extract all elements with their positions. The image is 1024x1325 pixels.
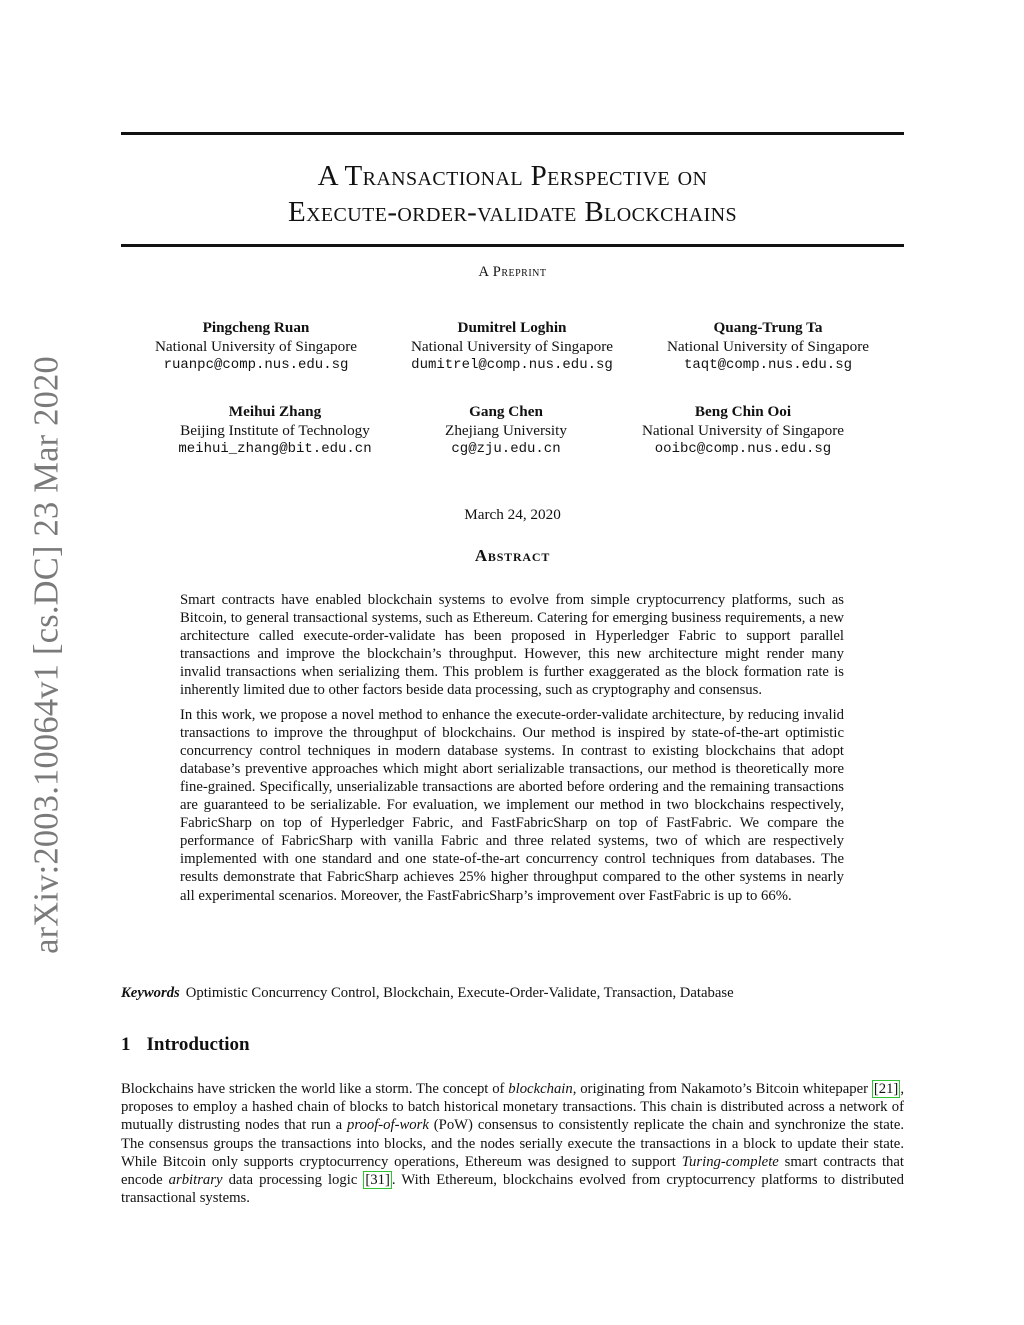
citation-link[interactable]: [31]	[365, 1172, 390, 1189]
preprint-label: A Preprint	[478, 264, 547, 280]
author-email: taqt@comp.nus.edu.sg	[683, 357, 853, 373]
intro-emphasis: arbitrary	[168, 1172, 223, 1189]
section-heading	[121, 1034, 250, 1056]
intro-emphasis: blockchain	[508, 1081, 573, 1097]
paper-title	[121, 158, 904, 230]
author-affiliation: National University of Singapore	[410, 337, 614, 355]
keywords-line	[121, 985, 904, 1002]
arxiv-identifier: arXiv:2003.10064v1 [cs.DC] 23 Mar 2020	[27, 356, 66, 954]
author-block	[126, 319, 386, 375]
author-block	[613, 403, 873, 459]
intro-text: Blockchains have stricken the world like a storm. The concept of	[121, 1081, 509, 1097]
author-block	[145, 403, 405, 459]
author-name: Quang-Trung Ta	[713, 319, 823, 336]
author-email: meihui_zhang@bit.edu.cn	[178, 441, 372, 457]
intro-text: , proposes to employ a hashed chain of blocks to batch historical monetary transactions. This chain is distributed across a network of mutually distrusting nodes that run a	[121, 1081, 904, 1134]
author-name: Gang Chen	[469, 403, 543, 420]
intro-text: , originating from Nakamoto’s Bitcoin whitepaper	[572, 1081, 872, 1097]
author-affiliation: Zhejiang University	[445, 421, 567, 439]
author-name: Dumitrel Loghin	[457, 319, 567, 336]
author-name: Beng Chin Ooi	[694, 403, 792, 420]
intro-text: smart contracts that encode	[121, 1153, 904, 1189]
intro-text: . With Ethereum, blockchains evolved from cryptocurrency platforms to distributed transactional systems.	[121, 1172, 905, 1207]
author-affiliation: National University of Singapore	[666, 337, 870, 355]
author-name: Meihui Zhang	[228, 403, 322, 420]
author-affiliation: National University of Singapore	[154, 337, 358, 355]
abstract-paragraph: In this work, we propose a novel method to enhance the execute-order-validate architecture, by reducing invalid transactions to improve the throughput of blockchains. Our method is inspired by state-of-the-art optimistic concurrency control techniques in modern database systems. In contrast to existing blockchains that adopt database’s preventive approaches which might abort serializable transactions, our method is theoretically more fine-grained. Specifically, unserializable transactions are aborted before ordering and the remaining transactions are guaranteed to be serializable. For evaluation, we implement our method in two blockchains respectively, FabricSharp on top of Hyperledger Fabric, and FastFabricSharp on top of FastFabric. We compare the performance of FabricSharp with vanilla Fabric and three related systems, two of which are respectively implemented with one standard and one state-of-the-art concurrency control techniques from databases. The results demonstrate that FabricSharp achieves 25% higher throughput compared to the other systems in nearly all experimental scenarios. Moreover, the FastFabricSharp’s improvement over FastFabric is up to 66%.	[180, 706, 844, 904]
author-affiliation: Beijing Institute of Technology	[180, 421, 370, 439]
author-block	[638, 319, 898, 375]
title-line-1: A Transactional Perspective on	[317, 160, 708, 192]
title-line-2: Execute-order-validate Blockchains	[287, 196, 738, 228]
intro-emphasis: proof-of-work	[347, 1117, 429, 1134]
author-email: cg@zju.edu.cn	[451, 441, 561, 457]
title-top-rule	[121, 132, 904, 135]
citation-link[interactable]: [21]	[873, 1081, 899, 1097]
author-email: ooibc@comp.nus.edu.sg	[654, 441, 832, 457]
author-email: dumitrel@comp.nus.edu.sg	[411, 357, 613, 373]
author-block	[382, 319, 642, 375]
abstract-heading: Abstract	[474, 546, 551, 565]
section-title: Introduction	[146, 1034, 250, 1055]
keywords-label: Keywords	[121, 985, 180, 1001]
author-block	[376, 403, 636, 459]
intro-text: data processing logic	[222, 1172, 364, 1189]
title-bottom-rule	[121, 244, 904, 247]
section-number: 1	[121, 1034, 131, 1055]
author-name: Pingcheng Ruan	[202, 319, 310, 336]
keywords-text: Optimistic Concurrency Control, Blockchain, Execute-Order-Validate, Transaction, Database	[185, 985, 734, 1001]
intro-emphasis: Turing-complete	[681, 1153, 779, 1170]
abstract-body	[180, 591, 844, 911]
introduction-paragraph	[121, 1080, 904, 1207]
author-email: ruanpc@comp.nus.edu.sg	[163, 357, 349, 373]
author-affiliation: National University of Singapore	[641, 421, 845, 439]
abstract-paragraph: Smart contracts have enabled blockchain systems to evolve from simple cryptocurrency platforms, such as Bitcoin, to general transactional systems, such as Ethereum. Catering for emerging business requirements, a new architecture called execute-order-validate has been proposed in Hyperledger Fabric to support parallel transactions and improve the blockchain’s throughput. However, this new architecture might render many invalid transactions when serializing them. This problem is further exaggerated as the block formation rate is inherently limited due to other factors beside data processing, such as cryptography and consensus.	[180, 592, 844, 699]
publication-date: March 24, 2020	[464, 506, 561, 523]
intro-text: (PoW) consensus to consistently replicate the chain and synchronize the state. The consensus groups the transactions into blocks, and the nodes serially execute the transactions in a block to update their state. While Bitcoin only supports cryptocurrency operations, Ethereum was designed to support	[121, 1117, 905, 1170]
